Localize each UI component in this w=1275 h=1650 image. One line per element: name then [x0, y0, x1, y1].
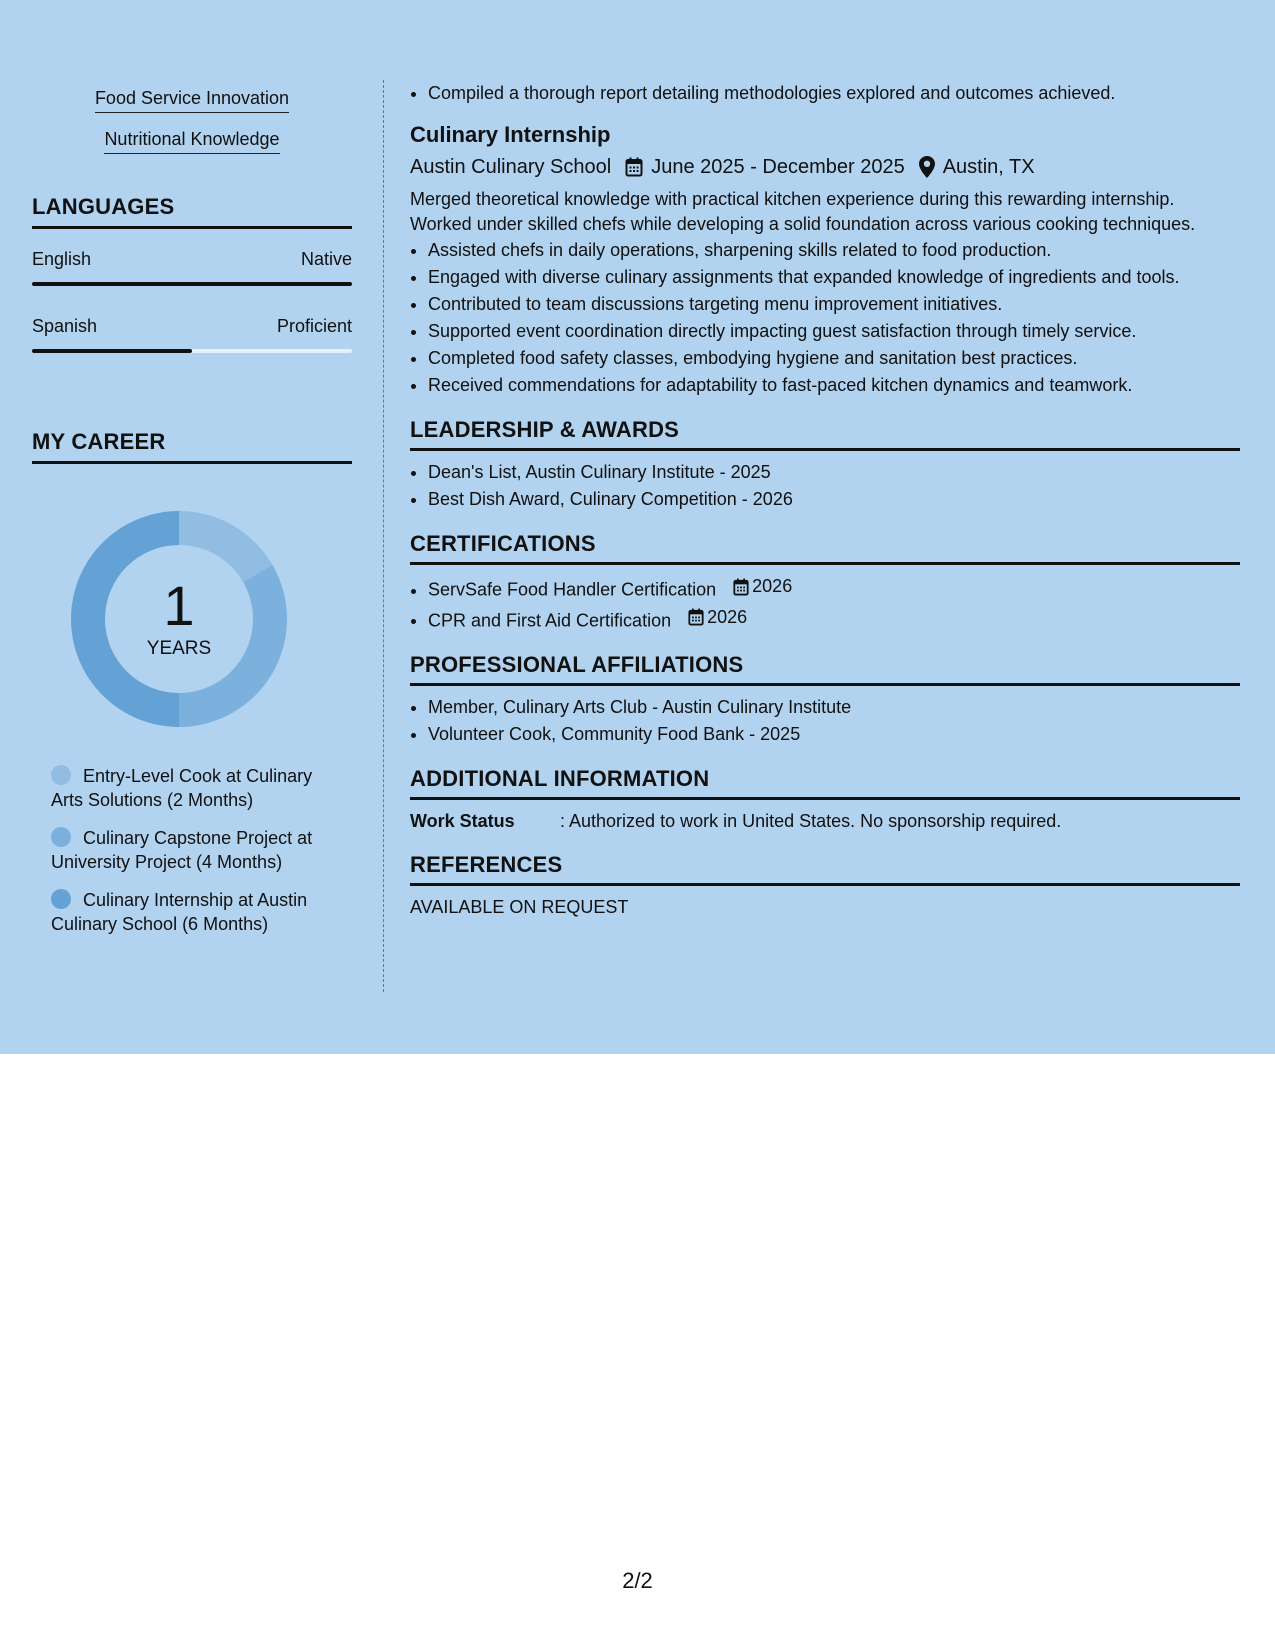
- leadership-section: [410, 417, 1240, 513]
- skill-item[interactable]: Nutritional Knowledge: [104, 129, 279, 154]
- additional-info-heading: ADDITIONAL INFORMATION: [410, 766, 1240, 800]
- job-description: Merged theoretical knowledge with practical kitchen experience during this rewarding internship. Worked under skilled chefs while developing a solid foundation across various cooking techniques.: [410, 189, 1196, 234]
- bullet-item: • Compiled a thorough report detailing methodologies explored and outcomes achieved.: [428, 80, 1240, 107]
- legend-dot-icon: [51, 889, 71, 909]
- job-company: Austin Culinary School: [410, 156, 612, 178]
- job-dates: June 2025 - December 2025: [651, 156, 905, 178]
- calendar-icon: [733, 578, 749, 596]
- language-row: [32, 316, 352, 353]
- work-status-label: Work Status: [410, 811, 515, 831]
- language-level: Native: [300, 249, 352, 269]
- certification-item: [428, 573, 1240, 604]
- location-pin-icon: [919, 156, 935, 178]
- career-legend-item: [51, 888, 341, 936]
- calendar-icon: [625, 157, 643, 177]
- job-meta: [410, 153, 1240, 181]
- calendar-icon: [688, 608, 704, 626]
- career-heading: MY CAREER: [32, 429, 352, 464]
- language-bar-fill: [32, 282, 352, 286]
- bullet-item: • Volunteer Cook, Community Food Bank - 2025: [428, 721, 1240, 748]
- language-row: [32, 249, 352, 286]
- left-column: [32, 80, 352, 950]
- bullet-item: • Member, Culinary Arts Club - Austin Culinary Institute: [428, 694, 1240, 721]
- right-column: [410, 80, 1240, 920]
- job-location: Austin, TX: [942, 156, 1035, 178]
- certification-year: 2026: [752, 576, 793, 596]
- career-section: [32, 429, 352, 936]
- certification-item: [428, 604, 1240, 635]
- language-bar-fill: [32, 349, 192, 353]
- references-text: AVAILABLE ON REQUEST: [410, 897, 629, 917]
- legend-dot-icon: [51, 827, 71, 847]
- career-legend-label: Culinary Capstone Project at University Project (4 Months): [51, 828, 313, 872]
- skills-list: [32, 88, 352, 154]
- career-legend-label: Entry-Level Cook at Culinary Arts Solutions (2 Months): [51, 766, 313, 810]
- career-legend: [51, 764, 341, 936]
- career-legend-item: [51, 764, 341, 812]
- career-total-number: 1: [163, 574, 195, 637]
- career-legend-item: [51, 826, 341, 874]
- career-donut-chart: [64, 504, 294, 734]
- certifications-section: [410, 531, 1240, 634]
- legend-dot-icon: [51, 765, 71, 785]
- work-status-row: [410, 808, 1240, 834]
- leadership-heading: LEADERSHIP & AWARDS: [410, 417, 1240, 451]
- bullet-item: • Contributed to team discussions targeting menu improvement initiatives.: [428, 291, 1240, 318]
- skill-item[interactable]: Food Service Innovation: [95, 88, 289, 113]
- affiliations-heading: PROFESSIONAL AFFILIATIONS: [410, 652, 1240, 686]
- bullet-item: • Supported event coordination directly impacting guest satisfaction through timely service.: [428, 318, 1240, 345]
- job-entry: [410, 121, 1240, 399]
- career-total-unit: YEARS: [146, 638, 212, 659]
- work-status-value: : Authorized to work in United States. No sponsorship required.: [560, 811, 1062, 831]
- certification-name: ServSafe Food Handler Certification: [428, 579, 717, 600]
- affiliations-section: [410, 652, 1240, 748]
- language-level: Proficient: [276, 316, 352, 336]
- certifications-heading: CERTIFICATIONS: [410, 531, 1240, 565]
- certification-name: CPR and First Aid Certification: [428, 610, 672, 630]
- language-name: English: [32, 249, 92, 269]
- career-legend-label: Culinary Internship at Austin Culinary School (6 Months): [51, 890, 308, 934]
- page-number: 2/2: [622, 1568, 653, 1593]
- languages-section: [32, 194, 352, 353]
- certification-year: 2026: [707, 606, 748, 627]
- additional-info-section: [410, 766, 1240, 834]
- references-heading: REFERENCES: [410, 852, 1240, 886]
- bullet-item: • Engaged with diverse culinary assignments that expanded knowledge of ingredients and tools.: [428, 264, 1240, 291]
- language-name: Spanish: [32, 316, 98, 336]
- references-section: [410, 852, 1240, 920]
- job-bullets: [410, 237, 1240, 399]
- bullet-item: • Received commendations for adaptability to fast-paced kitchen dynamics and teamwork.: [428, 372, 1240, 399]
- languages-heading: LANGUAGES: [32, 194, 352, 229]
- bullet-item: • Best Dish Award, Culinary Competition - 2026: [428, 486, 1240, 513]
- bullet-item: • Completed food safety classes, embodying hygiene and sanitation best practices.: [428, 345, 1240, 372]
- job-title: Culinary Internship: [410, 122, 611, 147]
- column-divider: [383, 80, 384, 992]
- language-bar: [32, 282, 352, 286]
- language-bar: [32, 349, 352, 353]
- previous-job-bullets: [410, 80, 1240, 107]
- bullet-item: • Assisted chefs in daily operations, sharpening skills related to food production.: [428, 237, 1240, 264]
- bullet-item: • Dean's List, Austin Culinary Institute - 2025: [428, 459, 1240, 486]
